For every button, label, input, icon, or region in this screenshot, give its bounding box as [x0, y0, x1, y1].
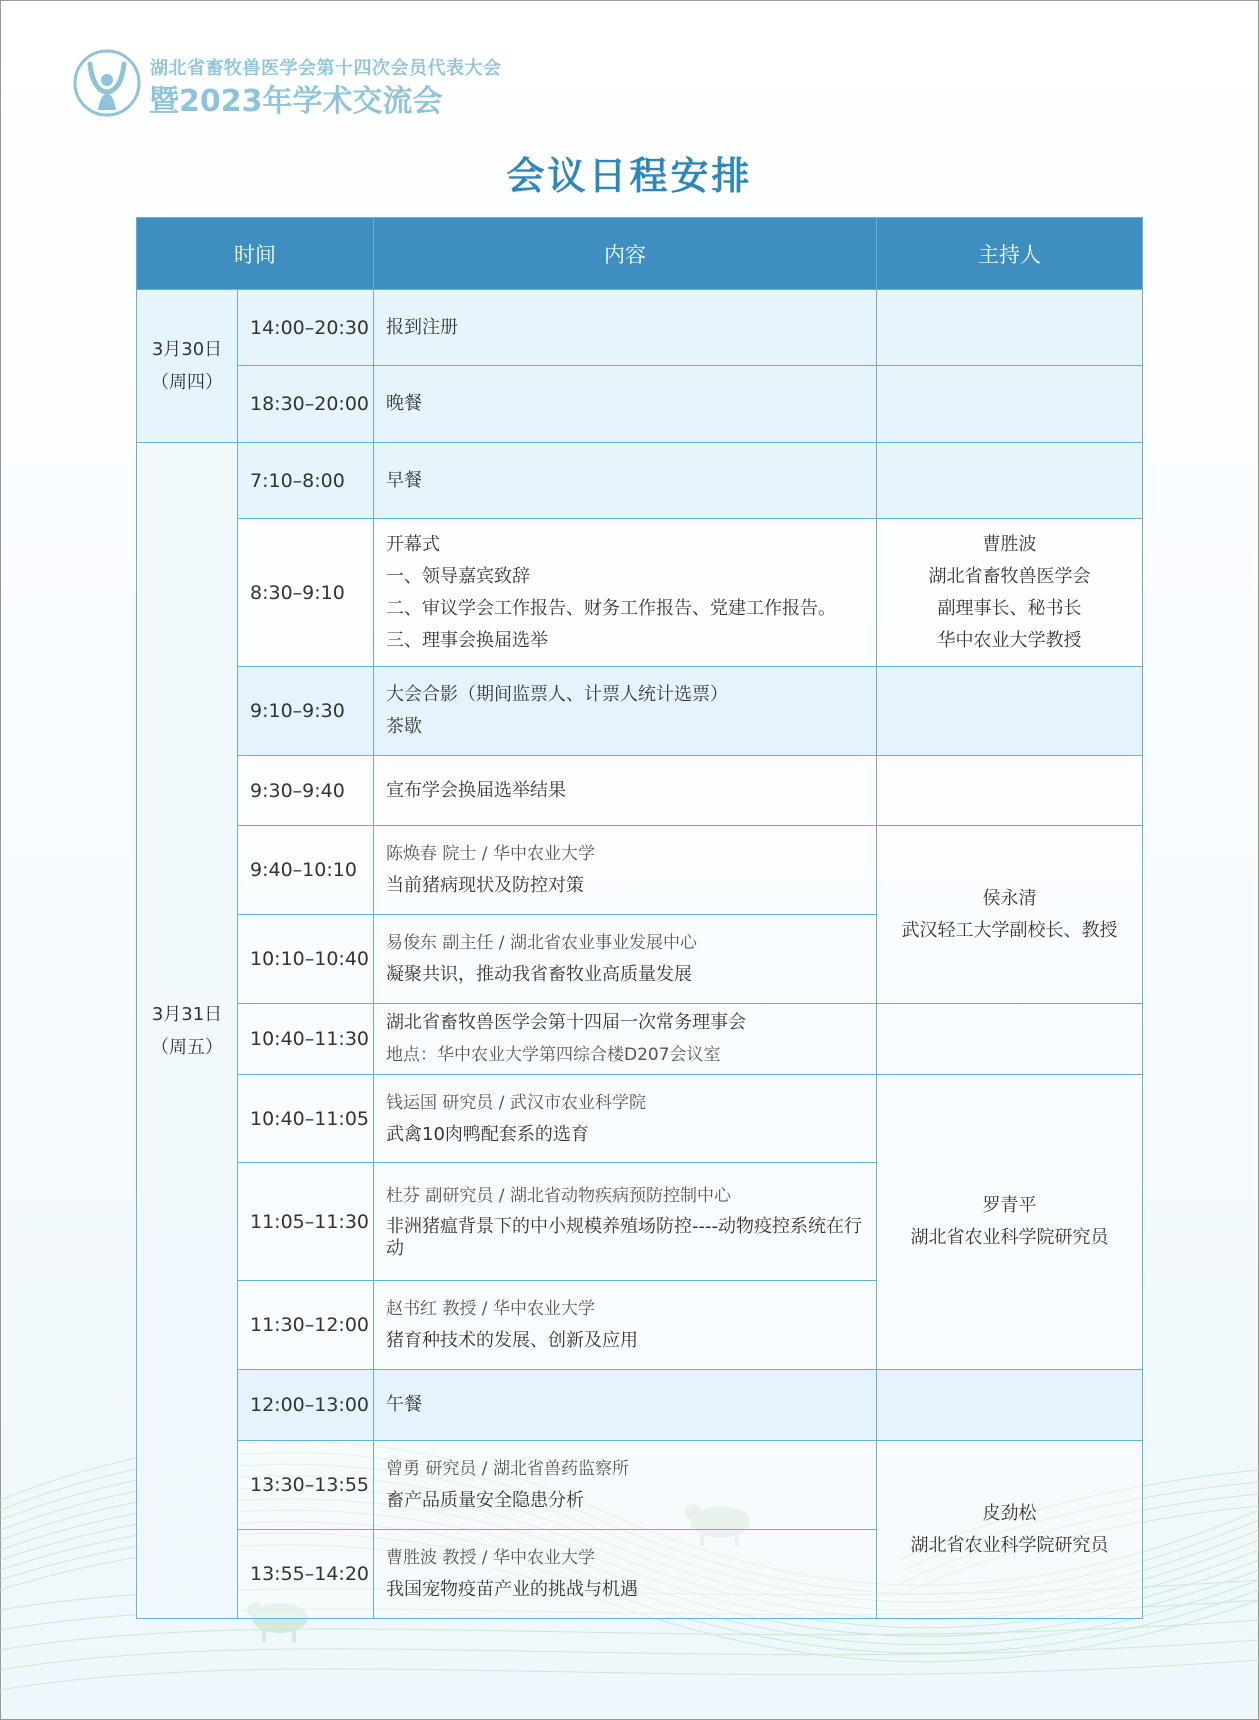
host-name: 曹胜波 [982, 533, 1037, 555]
time-cell: 8:30–9:10 [238, 519, 374, 667]
header-title-line1: 湖北省畜牧兽医学会第十四次会员代表大会 [150, 58, 502, 79]
table-header-row [137, 218, 1143, 290]
host-cell-empty [877, 443, 1143, 519]
content-line: 午餐 [386, 1394, 422, 1415]
host-cell-empty [877, 756, 1143, 826]
header-host: 主持人 [877, 218, 1143, 290]
topic-line: 武禽10肉鸭配套系的选育 [386, 1123, 589, 1145]
time-cell: 11:30–12:00 [238, 1281, 374, 1370]
speaker-line: 赵书红 教授 / 华中农业大学 [386, 1299, 595, 1319]
speaker-line: 陈焕春 院士 / 华中农业大学 [386, 844, 595, 864]
content-cell [374, 1281, 877, 1370]
table-row [137, 1441, 1143, 1530]
topic-line: 当前猪病现状及防控对策 [386, 875, 584, 896]
host-cell-empty [877, 1004, 1143, 1075]
time-cell: 13:30–13:55 [238, 1441, 374, 1530]
content-line: 宣布学会换届选举结果 [386, 779, 566, 801]
time-cell: 13:55–14:20 [238, 1530, 374, 1619]
host-title: 湖北省农业科学院研究员 [910, 1534, 1109, 1556]
content-cell [374, 667, 877, 756]
speaker-line: 杜芬 副研究员 / 湖北省动物疾病预防控制中心 [386, 1185, 731, 1206]
topic-line: 我国宠物疫苗产业的挑战与机遇 [386, 1579, 638, 1600]
table-row [137, 826, 1143, 915]
host-cell [877, 519, 1143, 667]
speaker-line: 钱运国 研究员 / 武汉市农业科学院 [386, 1092, 646, 1113]
header-title-line2: 暨2023年学术交流会 [149, 84, 443, 119]
host-title: 湖北省畜牧兽医学会 [928, 565, 1091, 587]
table-row [137, 519, 1143, 667]
content-cell [374, 519, 877, 667]
host-cell-empty [877, 667, 1143, 756]
table-row [137, 290, 1143, 366]
schedule-table [136, 217, 1143, 1619]
host-name: 侯永清 [982, 887, 1037, 909]
table-row [137, 667, 1143, 756]
content-cell [374, 1163, 877, 1281]
content-line: 晚餐 [386, 393, 422, 414]
host-title: 武汉轻工大学副校长、教授 [901, 919, 1118, 941]
content-line: 湖北省畜牧兽医学会第十四届一次常务理事会 [386, 1012, 746, 1033]
host-cell [877, 826, 1143, 1004]
content-line: 早餐 [386, 469, 422, 491]
content-cell [374, 1075, 877, 1163]
host-title: 华中农业大学教授 [937, 629, 1082, 651]
content-cell [374, 1370, 877, 1441]
host-name: 皮劲松 [982, 1502, 1037, 1524]
table-row [137, 366, 1143, 443]
time-cell: 10:40–11:30 [238, 1004, 374, 1075]
speaker-line: 曾勇 研究员 / 湖北省兽药监察所 [386, 1459, 629, 1479]
host-cell-empty [877, 290, 1143, 366]
time-cell: 14:00–20:30 [238, 290, 374, 366]
date-label: 3月31日 [151, 1003, 223, 1025]
host-title: 湖北省农业科学院研究员 [910, 1227, 1109, 1248]
time-cell: 9:30–9:40 [238, 756, 374, 826]
content-cell [374, 756, 877, 826]
schedule-title: 会议日程安排 [506, 154, 753, 198]
time-cell: 10:10–10:40 [238, 915, 374, 1004]
content-cell [374, 1530, 877, 1619]
speaker-line: 易俊东 副主任 / 湖北省农业事业发展中心 [386, 933, 697, 953]
content-line: 三、理事会换届选举 [386, 629, 548, 651]
time-cell: 12:00–13:00 [238, 1370, 374, 1441]
content-cell [374, 1004, 877, 1075]
content-line: 报到注册 [386, 316, 458, 338]
location-line: 地点：华中农业大学第四综合楼D207会议室 [386, 1045, 721, 1065]
weekday-label: （周四） [151, 372, 223, 393]
topic-line: 畜产品质量安全隐患分析 [386, 1490, 584, 1511]
table-row [137, 1004, 1143, 1075]
table-row [137, 756, 1143, 826]
content-line: 茶歇 [386, 716, 422, 737]
content-line: 开幕式 [386, 533, 440, 555]
date-cell-day2 [137, 443, 238, 1619]
time-cell: 7:10–8:00 [238, 443, 374, 519]
table-row [137, 443, 1143, 519]
content-line: 二、审议学会工作报告、财务工作报告、党建工作报告。 [386, 597, 836, 619]
time-cell: 10:40–11:05 [238, 1075, 374, 1163]
host-cell-empty [877, 366, 1143, 443]
time-cell: 11:05–11:30 [238, 1163, 374, 1281]
content-cell [374, 1441, 877, 1530]
host-title: 副理事长、秘书长 [937, 597, 1082, 619]
weekday-label: （周五） [151, 1036, 223, 1058]
time-cell: 9:40–10:10 [238, 826, 374, 915]
society-logo [72, 48, 142, 118]
topic-line: 非洲猪瘟背景下的中小规模养殖场防控----动物疫控系统在行动 [386, 1215, 862, 1259]
table-row [137, 1075, 1143, 1163]
topic-line: 猪育种技术的发展、创新及应用 [386, 1330, 638, 1351]
host-cell-empty [877, 1370, 1143, 1441]
table-row [137, 1370, 1143, 1441]
speaker-line: 曹胜波 教授 / 华中农业大学 [386, 1548, 595, 1568]
header-content: 内容 [374, 218, 877, 290]
content-cell [374, 443, 877, 519]
header-time: 时间 [137, 218, 374, 290]
content-cell [374, 826, 877, 915]
content-cell [374, 366, 877, 443]
host-name: 罗青平 [982, 1195, 1037, 1216]
content-cell [374, 915, 877, 1004]
host-cell [877, 1441, 1143, 1619]
content-line: 大会合影（期间监票人、计票人统计选票） [386, 684, 728, 705]
host-cell [877, 1075, 1143, 1370]
time-cell: 9:10–9:30 [238, 667, 374, 756]
time-cell: 18:30–20:00 [238, 366, 374, 443]
date-label: 3月30日 [151, 339, 223, 360]
content-cell [374, 290, 877, 366]
content-line: 一、领导嘉宾致辞 [386, 565, 530, 587]
date-cell-day1 [137, 290, 238, 443]
topic-line: 凝聚共识，推动我省畜牧业高质量发展 [386, 964, 692, 985]
